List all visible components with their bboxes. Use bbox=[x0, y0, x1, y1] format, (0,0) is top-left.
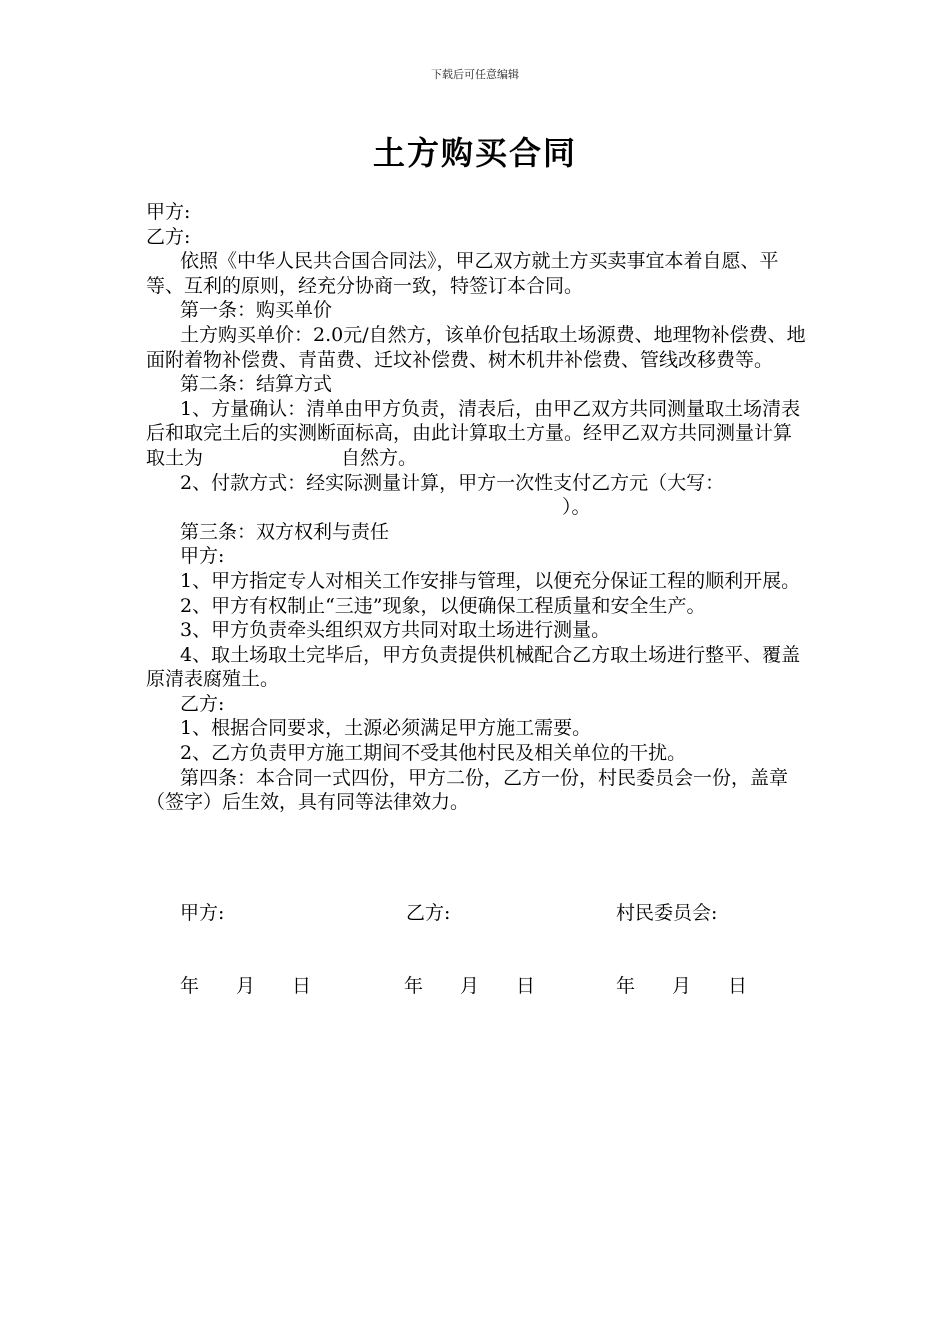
article-3-b-item-1: 1、根据合同要求，土源必须满足甲方施工需要。 bbox=[180, 717, 592, 740]
article-4: 第四条：本合同一式四份，甲方二份，乙方一份，村民委员会一份，盖章（签字）后生效，具有同等法律效力。 bbox=[146, 766, 789, 814]
date-b-year: 年 bbox=[404, 975, 424, 997]
signature-party-a: 甲方: bbox=[180, 902, 225, 924]
article-2-title: 第二条：结算方式 bbox=[180, 373, 333, 396]
article-2-item-1-unit: 自然方。 bbox=[341, 446, 418, 469]
contract-body bbox=[146, 200, 808, 815]
date-c-year: 年 bbox=[616, 975, 636, 997]
article-2-item-1-text: 1、方量确认：清单由甲方负责，清表后，由甲乙双方共同测量取土场清表后和取完土后的实测断面标高，由此计算取土方量。经甲乙双方共同测量计算取土为 bbox=[146, 397, 801, 469]
article-3-b-item-2: 2、乙方负责甲方施工期间不受其他村民及相关单位的干扰。 bbox=[180, 742, 687, 765]
date-b-month: 月 bbox=[460, 975, 480, 997]
date-b-day: 日 bbox=[516, 975, 536, 997]
article-2-item-2-text: 2、付款方式：经实际测量计算，甲方一次性支付乙方元（大写： bbox=[180, 471, 725, 494]
article-2-item-2 bbox=[146, 471, 808, 520]
article-3-a-item-2: 2、甲方有权制止“三违”现象，以便确保工程质量和安全生产。 bbox=[180, 594, 706, 617]
article-2-item-1 bbox=[146, 397, 808, 471]
article-3-party-a-label: 甲方: bbox=[180, 545, 225, 568]
article-3-a-item-1: 1、甲方指定专人对相关工作安排与管理，以便充分保证工程的顺利开展。 bbox=[180, 569, 801, 592]
article-1-title: 第一条：购买单价 bbox=[180, 299, 333, 322]
article-3-a-item-4: 4、取土场取土完毕后，甲方负责提供机械配合乙方取土场进行整平、覆盖原清表腐殖土。 bbox=[146, 643, 801, 691]
intro-paragraph: 依照《中华人民共合国合同法》，甲乙双方就土方买卖事宜本着自愿、平等、互利的原则，经充分协商一致，特签订本合同。 bbox=[146, 250, 779, 297]
party-a-line: 甲方: bbox=[146, 201, 191, 223]
party-b-line: 乙方: bbox=[146, 225, 191, 248]
date-c-month: 月 bbox=[672, 975, 692, 997]
article-1-body: 土方购买单价：2.0元/自然方，该单价包括取土场源费、地理物补偿费、地面附着物补偿费、青苗费、迁坟补偿费、树木机井补偿费、管线改移费等。 bbox=[146, 323, 806, 371]
article-3-party-b-label: 乙方: bbox=[180, 692, 225, 715]
header-note: 下载后可任意编辑 bbox=[431, 68, 519, 81]
date-c-day: 日 bbox=[728, 975, 748, 997]
date-a-year: 年 bbox=[180, 975, 200, 997]
article-3-title: 第三条：双方权利与责任 bbox=[180, 520, 390, 543]
date-a-day: 日 bbox=[292, 975, 312, 997]
article-2-item-2-end: ）。 bbox=[562, 496, 591, 519]
date-a-month: 月 bbox=[236, 975, 256, 997]
signature-village-committee: 村民委员会: bbox=[616, 902, 718, 924]
article-3-a-item-3: 3、甲方负责牵头组织双方共同对取土场进行测量。 bbox=[180, 619, 611, 642]
signature-party-b: 乙方: bbox=[406, 902, 451, 924]
contract-title: 土方购买合同 bbox=[372, 134, 577, 172]
